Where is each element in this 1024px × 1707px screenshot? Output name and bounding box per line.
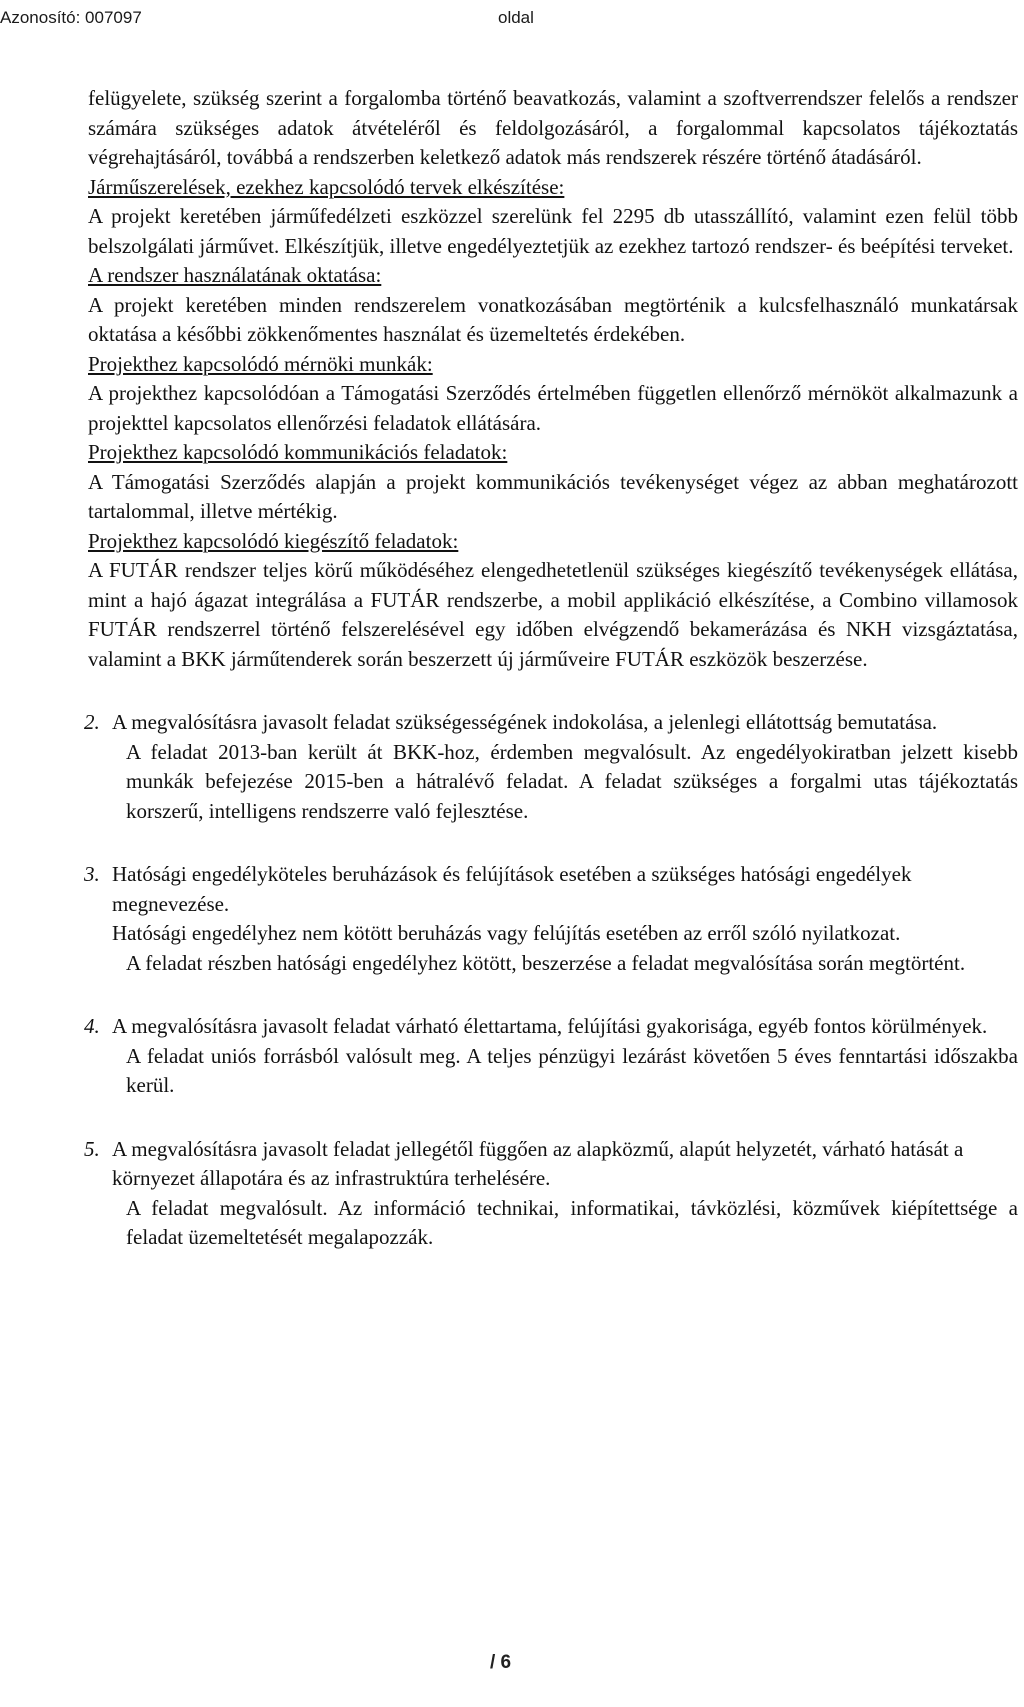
numbered-item-3 bbox=[84, 860, 1018, 978]
numbered-item-4 bbox=[84, 1012, 1018, 1101]
item-question: A megvalósításra javasolt feladat jellegétől függően az alapközmű, alapút helyzetét, várható hatását a környezet állapotára és az infrastruktúra terhelésére. bbox=[112, 1136, 964, 1190]
section-body: A projekthez kapcsolódóan a Támogatási Szerződés értelmében független ellenőrző mérnököt alkalmazunk a projekttel kapcsolatos ellenőrzési feladatok ellátására. bbox=[88, 381, 1018, 435]
section-heading: Projekthez kapcsolódó kiegészítő feladatok: bbox=[88, 528, 459, 553]
section-heading: A rendszer használatának oktatása: bbox=[88, 263, 382, 287]
section-communication bbox=[88, 438, 1018, 527]
item-answer: A feladat uniós forrásból valósult meg. A teljes pénzügyi lezárást követően 5 éves fenntartási időszakba kerül. bbox=[126, 1043, 1018, 1097]
section-body: A Támogatási Szerződés alapján a projekt kommunikációs tevékenységet végez az abban meghatározott tartalommal, illetve mértékig. bbox=[88, 469, 1018, 523]
page-label: oldal bbox=[498, 8, 534, 27]
item-number: 2. bbox=[84, 710, 100, 734]
item-answer: A feladat 2013-ban került át BKK-hoz, érdemben megvalósult. Az engedélyokiratban jelzett kisebb munkák befejezése 2015-ben a hátralévő feladat. A feladat szükséges a forgalmi utas tájékoztatás korszerű, intelligens rendszerre való fejlesztése. bbox=[126, 739, 1018, 823]
item-question-secondary: Hatósági engedélyhez nem kötött beruházás vagy felújítás esetében az erről szóló nyilatkozat. bbox=[112, 921, 901, 945]
document-body bbox=[84, 84, 1018, 1253]
section-supplementary bbox=[88, 527, 1018, 675]
item-question: A megvalósításra javasolt feladat várható élettartama, felújítási gyakorisága, egyéb fontos körülmények. bbox=[112, 1014, 988, 1038]
item-number: 5. bbox=[84, 1136, 100, 1161]
numbered-item-2 bbox=[84, 708, 1018, 826]
section-training bbox=[88, 261, 1018, 350]
page-number: / 6 bbox=[490, 1652, 512, 1673]
item-question: Hatósági engedélyköteles beruházások és felújítások esetében a szükséges hatósági engedélyek megnevezése. bbox=[112, 862, 912, 916]
numbered-item-5 bbox=[84, 1135, 1018, 1253]
document-id: Azonosító: 007097 bbox=[0, 8, 142, 27]
item-number: 4. bbox=[84, 1014, 100, 1038]
section-heading: Projekthez kapcsolódó kommunikációs feladatok: bbox=[88, 440, 508, 464]
section-engineering bbox=[88, 350, 1018, 439]
section-heading: Járműszerelések, ezekhez kapcsolódó tervek elkészítése: bbox=[88, 174, 565, 199]
section-vehicle-installations bbox=[88, 173, 1018, 262]
item-question: A megvalósításra javasolt feladat szükségességének indokolása, a jelenlegi ellátottság bemutatása. bbox=[112, 710, 938, 734]
item-number: 3. bbox=[84, 862, 100, 886]
section-body: A projekt keretében minden rendszerelem vonatkozásában megtörténik a kulcsfelhasználó munkatársak oktatása a későbbi zökkenőmentes használat és üzemeltetés érdekében. bbox=[88, 292, 1018, 346]
section-heading: Projekthez kapcsolódó mérnöki munkák: bbox=[88, 351, 433, 376]
item-answer: A feladat részben hatósági engedélyhez kötött, beszerzése a feladat megvalósítása során megtörtént. bbox=[126, 950, 966, 975]
item-answer: A feladat megvalósult. Az információ technikai, informatikai, távközlési, közművek kiépítettsége a feladat üzemeltetését megalapozzák. bbox=[126, 1195, 1018, 1249]
intro-paragraph: felügyelete, szükség szerint a forgalomba történő beavatkozás, valamint a szoftverrendszer felelős a rendszer számára szükséges adatok átvételéről és feldolgozásáról, a forgalommal kapcsolatos tájékoztatás végrehajtásáról, továbbá a rendszerben keletkező adatok más rendszerek részére történő átadásáról. bbox=[88, 86, 1018, 169]
section-body: A FUTÁR rendszer teljes körű működéséhez elengedhetetlenül szükséges kiegészítő tevékenységek ellátása, mint a hajó ágazat integrálása a FUTÁR rendszerbe, a mobil applikáció elkészítése, a Combino villamosok FUTÁR rendszerrel történő felszerelésével egy időben elvégzendő bekamerázása és NKH vizsgáztatása, valamint a BKK járműtenderek során beszerzett új járműveire FUTÁR eszközök beszerzése. bbox=[88, 558, 1018, 671]
section-body: A projekt keretében járműfedélzeti eszközzel szerelünk fel 2295 db utasszállító, valamint ezen felül több belszolgálati járművet. Elkészítjük, illetve engedélyeztetjük az ezekhez tartozó rendszer- és beépítési terveket. bbox=[88, 204, 1018, 258]
